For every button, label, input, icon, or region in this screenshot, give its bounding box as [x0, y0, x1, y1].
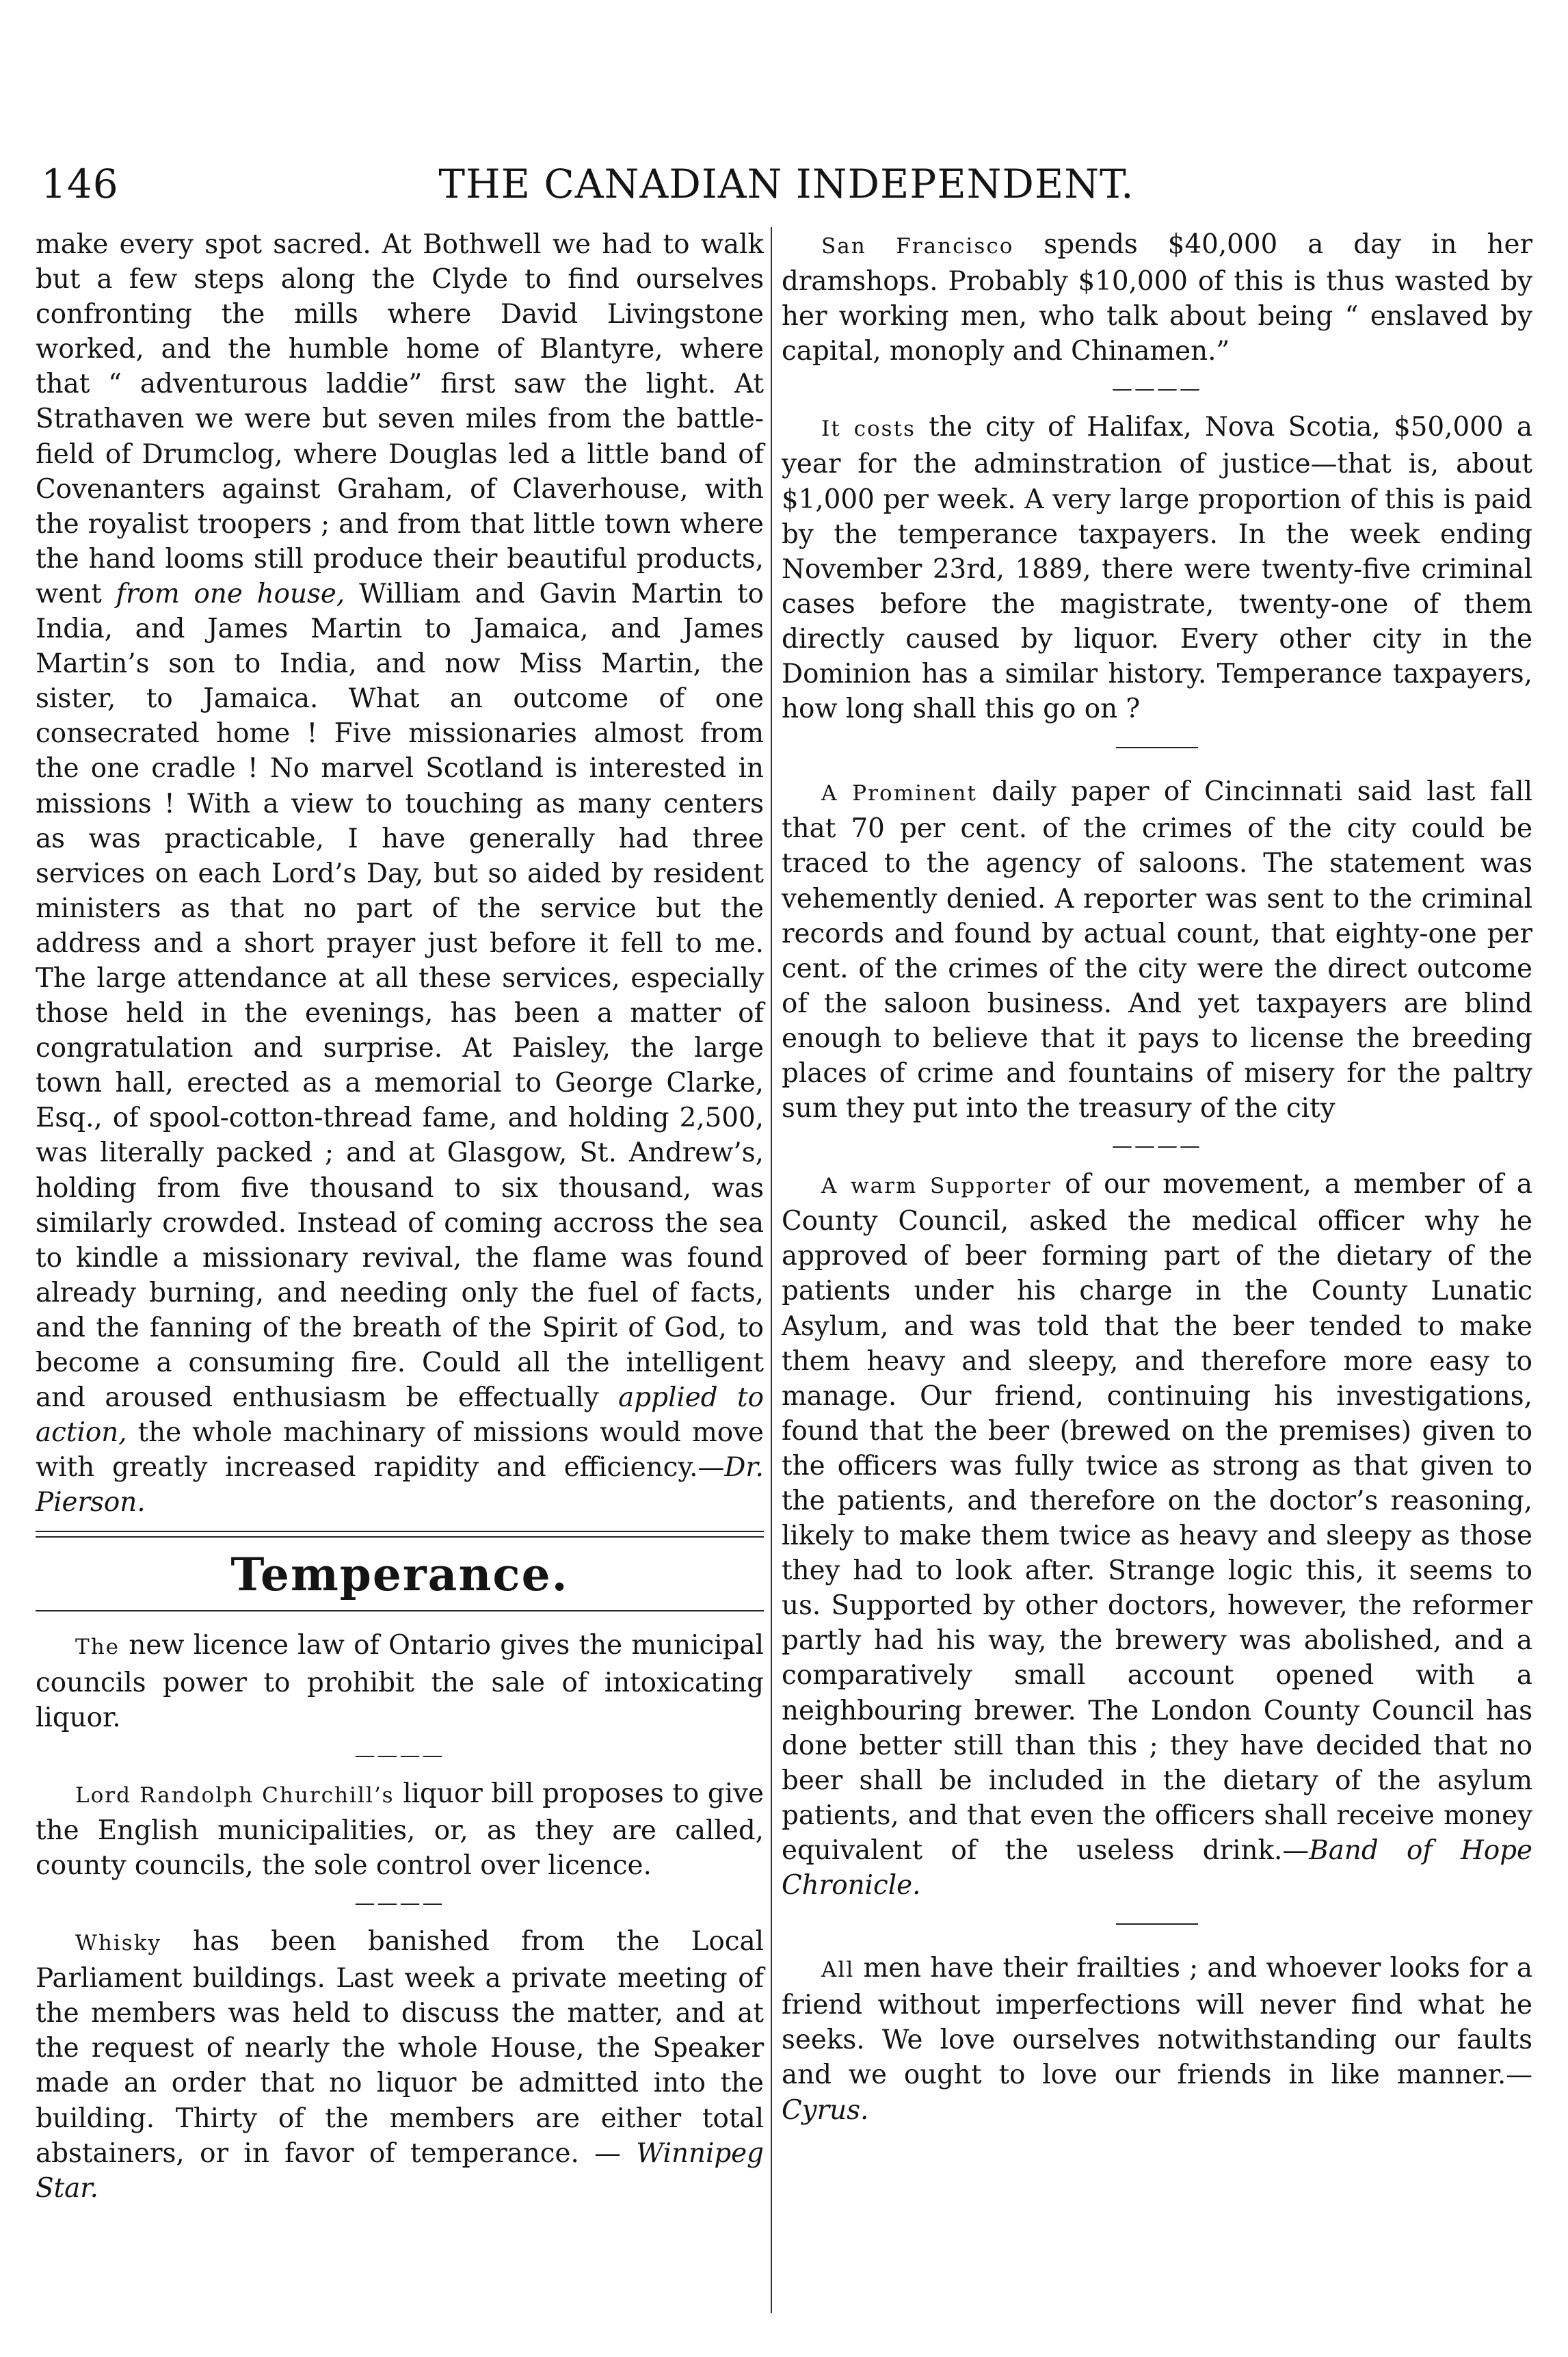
page-header [41, 161, 1532, 215]
temperance-item-5: It costs the city of Halifax, Nova Scotia, $50,000 a year for the adminstration of justice—that is, about $1,000 per week. A very large proportion of this is paid by the temperance taxpayers. In the week ending November 23rd, 1889, there were twenty-five criminal cases before the magistrate, twenty-one of them directly caused by liquor. Every other city in the Dominion has a similar history. Temperance taxpayers, how long shall this go on ? [782, 412, 1532, 725]
temperance-item-8: All men have their frailties ; and whoever looks for a friend without imperfections will never find what he seeks. We love ourselves notwithstanding our faults and we ought to love our friends in like manner.—Cyrus. [782, 1953, 1532, 2126]
section-rule [36, 1536, 764, 1538]
article-signature: Dr. Pierson. [36, 1452, 764, 1518]
temperance-item-7: A warm Supporter of our movement, a member of a County Council, asked the medical officer why he approved of beer forming part of the dietary of the patients under his charge in the County Lunatic Asylum, and was told that the beer tended to make them heavy and sleepy, and therefore more easy to manage. Our friend, continuing his investigations, found that the beer (brewed on the premises) given to the officers was fully twice as strong as that given to the patients, and therefore on the doctor’s reasoning, likely to make them twice as heavy and sleepy as those they had to look after. Strange logic this, it seems to us. Supported by other doctors, however, the reformer partly had his way, the brewery was abolished, and a comparatively small account opened with a neighbouring brewer. The London County Council has done better still than this ; they have decided that no beer shall be included in the dietary of the asylum patients, and that even the officers shall receive money equivalent of the useless drink.—Band of Hope Chronicle. [782, 1169, 1532, 1901]
temperance-item-6: A Prominent daily paper of Cincinnati said last fall that 70 per cent. of the crimes of the city could be traced to the agency of saloons. The statement was vehemently denied. A reporter was sent to the criminal records and found by actual count, that eighty-one per cent. of the crimes of the city were the direct outcome of the saloon business. And yet taxpayers are blind enough to believe that it pays to license the breeding places of crime and fountains of misery for the paltry sum they put into the treasury of the city [782, 776, 1532, 1124]
separator-rule [1116, 1923, 1198, 1925]
item-signature: — Winnipeg Star. [36, 2137, 764, 2204]
temperance-item-1: The new licence law of Ontario gives the municipal councils power to prohibit the sale of intoxicating liquor. [36, 1630, 764, 1733]
temperance-item-3: Whisky has been banished from the Local Parliament buildings. Last week a private meeting of the members was held to discuss the matter, and at the request of nearly the whole House, the Speaker made an order that no liquor be admitted into the building. Thirty of the members are either total abstainers, or in favor of temperance. — Winnipeg Star. [36, 1926, 764, 2204]
item-signature: Band of Hope Chronicle. [782, 1834, 1532, 1901]
separator-rule [1116, 747, 1198, 748]
page-number: 146 [41, 161, 119, 207]
right-column [782, 227, 1532, 2327]
section-title: Temperance. [230, 1548, 569, 1602]
page-title: THE CANADIAN INDEPENDENT. [438, 161, 1134, 207]
article-continuation: make every spot sacred. At Bothwell we had to walk but a few steps along the Clyde to find ourselves confronting the mills where David Livingstone worked, and the humble home of Blantyre, where that “ adventurous laddie” first saw the light. At Strathaven we were but seven miles from the battle-field of Drumclog, where Douglas led a little band of Covenanters against Graham, of Claverhouse, with the royalist troopers ; and from that little town where the hand looms still produce their beautiful products, went from one house, William and Gavin Martin to India, and James Martin to Jamaica, and James Martin’s son to India, and now Miss Martin, the sister, to Jamaica. What an outcome of one consecrated home ! Five missionaries almost from the one cradle ! No marvel Scotland is interested in missions ! With a view to touching as many centers as was practicable, I have generally had three services on each Lord’s Day, but so aided by resident ministers as that no part of the service but the address and a short prayer just before it fell to me. The large attendance at all these services, especially those held in the evenings, has been a matter of congratulation and surprise. At Paisley, the large town hall, erected as a memorial to George Clarke, Esq., of spool-cotton-thread fame, and holding 2,500, was literally packed ; and at Glasgow, St. Andrew’s, holding from five thousand to six thousand, was similarly crowded. Instead of coming accross the sea to kindle a missionary revival, the flame was found already burning, and needing only the fuel of facts, and the fanning of the breath of the Spirit of God, to become a consuming fire. Could all the intelligent and aroused enthusiasm be effectually applied to action, the whole machinary of missions would move with greatly increased rapidity and efficiency.—Dr. Pierson. [36, 229, 764, 1518]
item-signature: Cyrus. [782, 2094, 869, 2126]
separator: ———— [1112, 377, 1202, 401]
temperance-item-4: San Francisco spends $40,000 a day in her dramshops. Probably $10,000 of this is thus wasted by her working men, who talk about being “ enslaved by capital, monoply and Chinamen.” [782, 229, 1533, 367]
section-header-temperance [36, 1531, 764, 1611]
separator: ———— [354, 1891, 445, 1916]
separator: ———— [1112, 1134, 1202, 1159]
temperance-item-2: Lord Randolph Churchill’s liquor bill proposes to give the English municipalities, or, as they are called, county councils, the sole control over licence. [36, 1778, 764, 1881]
left-column [36, 227, 764, 2327]
column-divider [771, 227, 772, 2313]
separator: ———— [354, 1743, 445, 1767]
